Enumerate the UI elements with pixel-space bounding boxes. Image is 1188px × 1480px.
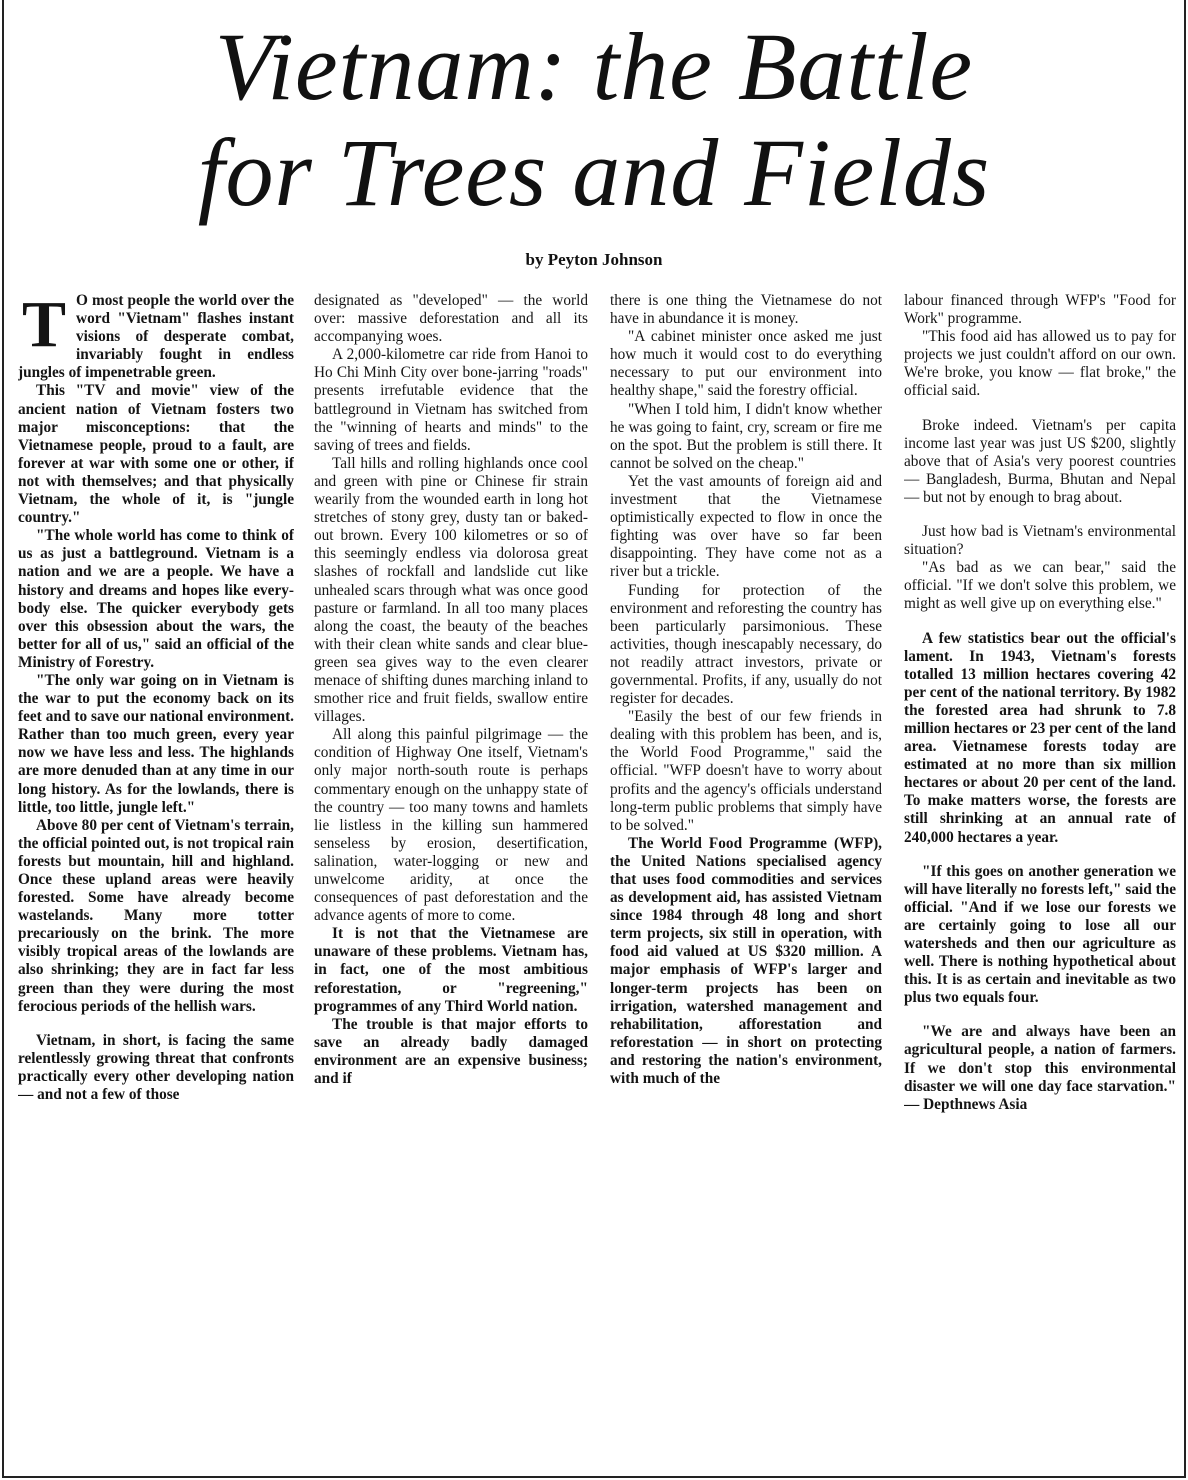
paragraph: O most people the world over the word "Vietnam" flashes instant visions of desperate combat, invariably fought in endless jungles of impenetrable green. [18,292,294,382]
paragraph: It is not that the Vietnamese are unaware of these problems. Vietnam has, in fact, one of the most ambitious reforestation, or "regreening," programmes of any Third World nation. [314,925,588,1015]
article-column-1 [18,292,294,1464]
paragraph: there is one thing the Vietnamese do not have in abundance it is money. [610,292,882,328]
headline-line-2: for Trees and Fields [197,119,991,226]
drop-cap: T [22,292,67,361]
byline: by Peyton Johnson [525,250,663,269]
paragraph: Just how bad is Vietnam's environmental situation? [904,523,1176,559]
article-column-2 [314,292,588,1464]
article-headline [4,14,1184,226]
newspaper-page [2,0,1186,1478]
paragraph: Vietnam, in short, is facing the same relentlessly growing threat that confronts practically every other developing nation — and not a few of those [18,1031,294,1104]
paragraph: "This food aid has allowed us to pay for projects we just couldn't afford on our own. We're broke, you know — flat broke," the official said. [904,328,1176,400]
paragraph: "A cabinet minister once asked me just how much it would cost to do everything necessary to put our environment into healthy shape," said the forestry official. [610,328,882,400]
paragraph: All along this painful pilgrimage — the condition of Highway One itself, Vietnam's only major north-south route is perhaps commentary enough on the unhappy state of the country — too many towns and hamlets lie listless in the killing sun hammered senseless by erosion, desertification, salination, water-logging or new and unwelcome aridity, at once the consequences of past deforestation and the advance agents of more to come. [314,726,588,925]
paragraph: "The only war going on in Vietnam is the war to put the economy back on its feet and to save our national environment. Rather than too much green, every year now we have less and less. The highlands are more denuded than at any time in our long history. As for the lowlands, there is little, too little, jungle left." [18,671,294,816]
paragraph: The World Food Programme (WFP), the United Nations specialised agency that uses food commodities and services as development aid, has assisted Vietnam since 1984 through 48 long and short term projects, six still in operation, with food aid valued at US $320 million. A major emphasis of WFP's larger and longer-term projects has been on irrigation, watershed management and rehabilitation, afforestation and reforestation — in short on protecting and restoring the nation's environment, with much of the [610,834,882,1088]
paragraph: Funding for protection of the environment and reforesting the country has been particularly parsimonious. These activities, though inescapably necessary, do not readily attract investors, private or governmental. Profits, if any, usually do not register for decades. [610,581,882,708]
paragraph: A 2,000-kilometre car ride from Hanoi to Ho Chi Minh City over bone-jarring "roads" presents irrefutable evidence that the battleground in Vietnam has switched from the "winning of hearts and minds" to the saving of trees and fields. [314,346,588,454]
paragraph: "We are and always have been an agricultural people, a nation of farmers. If we don't stop this environmental disaster we will one day face starvation." — Depthnews Asia [904,1023,1176,1113]
paragraph: Broke indeed. Vietnam's per capita income last year was just US $200, slightly above that of Asia's very poorest countries — Bangladesh, Burma, Bhutan and Nepal — but not by enough to brag about. [904,416,1176,506]
paragraph: This "TV and movie" view of the ancient nation of Vietnam fosters two major misconceptions: that the Vietnamese people, proud to a fault, are forever at war with some one or other, if not with themselves; and that physically Vietnam, the whole of it, is "jungle country." [18,382,294,527]
article-column-3 [610,292,882,1464]
paragraph: labour financed through WFP's "Food for Work" programme. [904,292,1176,328]
paragraph: "If this goes on another generation we will have literally no forests left," said the official. "And if we lose our forests we are certainly going to lose all our watersheds and then our agriculture as well. There is nothing hypothetical about this. It is as certain and inevitable as two plus two equals four. [904,862,1176,1007]
paragraph: The trouble is that major efforts to save an already badly damaged environment are an expensive business; and if [314,1015,588,1088]
article-column-4 [904,292,1176,1464]
paragraph: Above 80 per cent of Vietnam's terrain, the official pointed out, is not tropical rain forests but mountain, hill and highland. Once these upland areas were heavily forested. Some have already become wastelands. Many more totter precariously on the brink. The more visibly tropical areas of the lowlands are also shrinking; they are in fact far less green than they were during the most ferocious periods of the hellish wars. [18,816,294,1015]
paragraph: "The whole world has come to think of us as just a battleground. Vietnam is a nation and we are a people. We have a history and dreams and hopes like every-body else. The quicker everybody gets over this obsession about the wars, the better for all of us," said an official of the Ministry of Forestry. [18,527,294,671]
paragraph: "Easily the best of our few friends in dealing with this problem has been, and is, the World Food Programme," said the official. "WFP doesn't have to worry about profits and the agency's officials understand long-term public problems that simply have to be solved." [610,708,882,834]
paragraph: designated as "developed" — the world over: massive deforestation and all its accompanying woes. [314,292,588,346]
paragraph: Tall hills and rolling highlands once cool and green with pine or Chinese fir strain wearily from the wounded earth in long hot stretches of stony grey, dusty tan or baked-out brown. Every 100 kilometres or so of this seemingly endless via dolorosa great slashes of rockfall and landslide cut like unhealed scars through what was once good pasture or farmland. In all too many places along the coast, the beauty of the beaches with their clean white sands and clear blue-green sea gives way to the even clearer menace of shifting dunes marching inland to smother rice and fruit fields, swallow entire villages. [314,454,588,726]
headline-line-1: Vietnam: the Battle [214,13,974,120]
paragraph: "As bad as we can bear," said the official. "If we don't solve this problem, we might as well give up on everything else." [904,559,1176,613]
paragraph: "When I told him, I didn't know whether he was going to faint, cry, scream or fire me on the spot. But the problem is still there. It cannot be solved on the cheap." [610,400,882,472]
paragraph: A few statistics bear out the official's lament. In 1943, Vietnam's forests totalled 13 million hectares covering 42 per cent of the national territory. By 1982 the forested area had shrunk to 7.8 million hectares or 23 per cent of the land area. Vietnamese forests today are estimated at no more than six million hectares or about 20 per cent of the land. To make matters worse, the forests are still shrinking at an annual rate of 240,000 hectares a year. [904,629,1176,846]
paragraph: Yet the vast amounts of foreign aid and investment that the Vietnamese optimistically expected to flow in once the fighting was over have so far been disappointing. They have come not as a river but a trickle. [610,472,882,581]
